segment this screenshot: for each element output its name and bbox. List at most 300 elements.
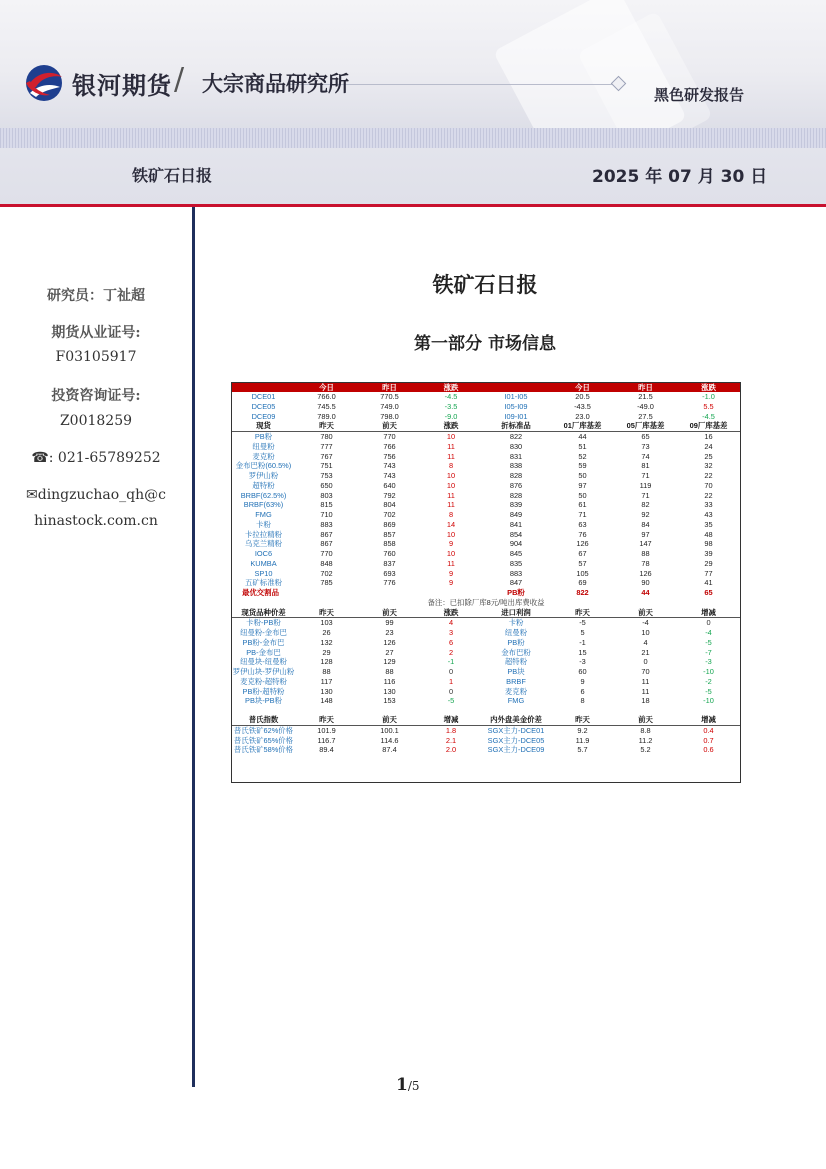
table-cell: PB粉	[507, 637, 525, 647]
table-cell: 昨天	[295, 608, 358, 618]
table-cell: 33	[704, 500, 713, 510]
table-cell: 11.9	[575, 735, 590, 745]
table-cell: -1.0	[702, 392, 715, 401]
galaxy-logo-icon	[24, 63, 64, 103]
table-cell: DCE09	[251, 411, 276, 421]
table-cell: 857	[383, 529, 396, 539]
table-cell: 50	[578, 490, 587, 500]
table-cell: 48	[704, 529, 713, 539]
table-row	[232, 471, 740, 481]
table-cell: 98	[704, 539, 713, 549]
table-cell: 增减	[677, 608, 740, 618]
table-cell: 纽曼粉	[252, 441, 275, 451]
spot-header-row	[232, 421, 740, 431]
table-cell: 153	[383, 696, 396, 706]
table-cell: 0.4	[703, 725, 714, 735]
table-cell: SGX主力-DCE01	[487, 725, 545, 735]
table-cell: 743	[383, 471, 396, 480]
table-cell: 76	[578, 529, 587, 539]
table-cell: 20.5	[575, 392, 590, 401]
table-row	[232, 628, 740, 638]
table-cell: 848	[320, 558, 333, 568]
table-cell: FMG	[255, 510, 272, 519]
table-cell: 23.0	[575, 411, 590, 421]
table-cell: 126	[383, 637, 396, 647]
table-cell: 749.0	[380, 401, 399, 411]
email-line-1[interactable]: ✉dingzuchao_qh@c	[26, 487, 166, 503]
table-cell: 710	[320, 510, 333, 519]
table-cell: -3	[579, 657, 586, 667]
table-cell: 70	[641, 667, 650, 676]
table-cell: 超特粉	[504, 657, 528, 667]
table-cell: 776	[383, 578, 396, 588]
table-cell: 5.5	[703, 401, 714, 411]
table-row	[232, 491, 740, 501]
table-cell: 纽曼块-纽曼粉	[240, 657, 287, 667]
brand-separator: /	[174, 62, 185, 97]
table-cell: 纽曼粉	[504, 628, 528, 637]
table-cell: 27	[385, 647, 394, 657]
table-cell: 869	[383, 519, 396, 529]
table-cell: 18	[641, 696, 650, 706]
table-cell: 100.1	[380, 725, 399, 735]
table-cell: 753	[320, 471, 333, 480]
table-cell: 11	[641, 686, 650, 696]
table-cell: 3	[448, 628, 454, 637]
table-row	[232, 412, 740, 422]
table-row	[232, 667, 740, 677]
table-cell: 770	[383, 432, 396, 441]
table-row	[232, 500, 740, 510]
table-cell: 0	[706, 618, 711, 628]
table-note-row	[232, 598, 740, 608]
table-row	[232, 481, 740, 491]
table-cell: 麦克粉-超特粉	[240, 676, 287, 686]
table-cell: KUMBA	[250, 558, 277, 568]
table-cell: 09厂库基差	[677, 421, 740, 431]
sidebar-divider	[192, 207, 195, 1087]
table-cell: 60	[578, 667, 587, 676]
table-cell: BRBF(62.5%)	[240, 490, 287, 500]
table-cell: 23	[385, 628, 394, 637]
table-cell: 44	[578, 432, 587, 441]
table-cell: 8	[448, 510, 454, 519]
page-number: 1/5	[396, 1075, 420, 1095]
table-cell: 2	[448, 647, 454, 657]
table-cell: 24	[704, 441, 713, 451]
table-cell: 61	[578, 500, 587, 510]
table-cell: 815	[320, 500, 333, 510]
table-cell: 10	[446, 432, 456, 441]
table-cell: 78	[641, 558, 650, 568]
table-cell: 867	[320, 529, 333, 539]
table-cell: 卡粉	[508, 618, 524, 628]
table-cell: 8	[448, 461, 454, 471]
table-cell: 22	[704, 490, 713, 500]
table-cell: 640	[383, 480, 396, 490]
table-cell: -43.5	[574, 401, 591, 411]
table-cell: 6	[580, 686, 585, 696]
table-cell: 88	[322, 667, 331, 676]
table-cell: 11	[447, 558, 455, 568]
phone-number: ☎: 021-65789252	[31, 450, 161, 466]
table-cell: 6	[448, 637, 454, 647]
table-cell: 昨天	[295, 715, 358, 725]
table-row	[232, 677, 740, 687]
table-cell: 0.7	[703, 735, 714, 745]
table-cell: 昨日	[358, 383, 421, 392]
table-cell: 841	[509, 519, 523, 529]
table-cell: 65	[704, 588, 713, 597]
table-cell: 828	[509, 490, 523, 500]
table-cell: 128	[320, 657, 333, 667]
table-cell: 84	[641, 519, 650, 529]
table-row	[232, 745, 740, 755]
table-cell: 99	[385, 618, 394, 628]
table-row	[232, 402, 740, 412]
table-row	[232, 539, 740, 549]
section-title: 第一部分 市场信息	[414, 334, 556, 354]
table-cell: 昨天	[551, 608, 614, 618]
table-cell: 11.2	[638, 735, 653, 745]
table-cell: PB粉	[507, 588, 525, 597]
header-stripes	[0, 128, 826, 148]
table-cell: 05厂库基差	[614, 421, 677, 431]
table-cell: 涨跌	[421, 608, 481, 618]
table-cell: 50	[578, 471, 587, 480]
table-cell: PB粉-金布巴	[242, 637, 285, 647]
table-cell: 770	[320, 549, 333, 558]
table-cell: 849	[509, 510, 523, 519]
table-cell: -49.0	[637, 401, 654, 411]
table-cell: 超特粉	[252, 480, 275, 490]
table-cell: 2.0	[445, 745, 457, 755]
table-cell: 25	[704, 451, 713, 461]
table-cell: 41	[704, 578, 713, 588]
table-cell: 101.9	[317, 725, 336, 735]
table-cell: PB块	[507, 667, 525, 676]
table-cell: 81	[641, 461, 650, 471]
table-cell: 0.6	[703, 745, 714, 755]
table-cell: 折标准品	[481, 421, 551, 431]
table-cell: FMG	[507, 696, 525, 706]
table-cell: 67	[578, 549, 587, 558]
table-cell: 789.0	[317, 411, 336, 421]
table-cell: 普氏铁矿62%价格	[233, 725, 294, 735]
table-cell: PB-金布巴	[246, 647, 281, 657]
table-cell: 10	[446, 529, 456, 539]
table-cell: 现货品种价差	[232, 608, 295, 618]
table-cell: 今日	[551, 383, 614, 392]
table-cell: 92	[641, 510, 650, 519]
table-cell: DCE01	[251, 392, 276, 401]
table-cell: 702	[383, 510, 396, 519]
table-cell: -4.5	[444, 392, 458, 401]
table-cell: 845	[509, 549, 523, 558]
table-cell: 59	[578, 461, 587, 471]
table-cell: 90	[641, 578, 650, 588]
table-cell: 纽曼粉-金布巴	[240, 628, 287, 637]
table-cell: 29	[322, 647, 331, 657]
table-cell: 52	[578, 451, 587, 461]
table-cell: 854	[509, 529, 523, 539]
table-row	[232, 687, 740, 697]
table-cell: -5	[579, 618, 586, 628]
table-cell: 822	[509, 432, 523, 441]
table-cell: 普氏指数	[232, 715, 295, 725]
table-row	[232, 432, 740, 442]
table-row	[232, 461, 740, 471]
table-row	[232, 530, 740, 540]
table-row	[232, 520, 740, 530]
table-spacer	[232, 706, 740, 715]
table-cell: -4.5	[702, 411, 715, 421]
table-cell: 767	[320, 451, 333, 461]
table-cell: BRBF(63%)	[243, 500, 284, 510]
table-cell: 88	[641, 549, 650, 558]
table-cell: 32	[704, 461, 713, 471]
table-cell: 29	[704, 558, 713, 568]
table-cell: 进口利润	[481, 608, 551, 618]
table-row	[232, 392, 740, 402]
table-row	[232, 657, 740, 667]
table-cell: 97	[578, 480, 587, 490]
table-cell: 119	[639, 480, 652, 490]
table-cell: 88	[385, 667, 394, 676]
table-cell: 9	[448, 578, 454, 588]
table-cell: 2.1	[445, 735, 457, 745]
table-cell: 21	[641, 647, 650, 657]
table-cell: 金布巴粉(60.5%)	[235, 461, 292, 471]
table-cell: 114.6	[380, 735, 399, 745]
table-cell: -3.5	[444, 401, 458, 411]
table-cell: 乌克兰精粉	[245, 539, 282, 549]
table-cell: 43	[704, 510, 713, 519]
table-cell: 745.5	[317, 401, 336, 411]
spread-header-row	[232, 608, 740, 618]
table-cell: 4	[448, 618, 454, 628]
table-cell: 麦克粉	[504, 686, 528, 696]
header-band	[0, 0, 826, 128]
table-cell: 麦克粉	[252, 451, 275, 461]
table-cell: 8	[580, 696, 585, 706]
table-cell: 9	[448, 568, 454, 578]
table-cell: 39	[704, 549, 713, 558]
table-cell: 增减	[677, 715, 740, 725]
table-cell: 780	[320, 432, 333, 441]
table-cell: IOC6	[254, 549, 273, 558]
table-row	[232, 549, 740, 559]
table-cell: PB粉	[254, 432, 273, 441]
table-cell: -7	[705, 647, 712, 657]
table-cell: 876	[509, 480, 523, 490]
table-cell: 22	[704, 471, 713, 480]
table-cell: 847	[509, 578, 523, 588]
table-cell: 11	[447, 500, 455, 510]
table-cell: I05-I09	[504, 401, 528, 411]
table-cell: 4	[643, 637, 648, 647]
table-cell: 839	[509, 500, 523, 510]
table-cell: -10	[703, 696, 714, 706]
report-date: 2025 年 07 月 30 日	[592, 167, 768, 187]
table-cell: 904	[509, 539, 523, 549]
researcher-name: 研究员：丁祉超	[47, 288, 145, 304]
table-cell: 650	[320, 480, 333, 490]
table-cell: 751	[320, 461, 333, 471]
futures-cert-number: F03105917	[55, 349, 137, 365]
table-row	[232, 510, 740, 520]
table-cell: 卡拉拉精粉	[245, 529, 282, 539]
table-cell: 5.7	[577, 745, 588, 755]
table-cell: 内外盘美金价差	[481, 715, 551, 725]
table-cell: 130	[320, 686, 333, 696]
table-cell: 35	[704, 519, 713, 529]
table-cell: 89.4	[319, 745, 334, 755]
table-cell: -1	[579, 637, 586, 647]
table-cell: 11	[641, 676, 650, 686]
table-cell: PB块-PB粉	[245, 696, 282, 706]
table-cell: 9.2	[577, 725, 588, 735]
table-cell: 97	[641, 529, 650, 539]
table-cell: 0	[448, 686, 454, 696]
table-cell: 11	[447, 490, 455, 500]
table-cell: PB粉-超特粉	[242, 686, 285, 696]
table-cell: 867	[320, 539, 333, 549]
table-cell: 0	[448, 667, 454, 676]
table-cell: 147	[639, 539, 652, 549]
table-cell: 10	[641, 628, 650, 637]
table-cell: 最优交割品	[242, 588, 279, 597]
table-cell: 116.7	[317, 735, 336, 745]
table-cell: 昨天	[551, 715, 614, 725]
best-delivery-row	[232, 588, 740, 598]
table-cell: 883	[509, 568, 523, 578]
table-cell: 10	[446, 549, 456, 558]
table-cell: 10	[446, 471, 456, 480]
page-title: 铁矿石日报	[432, 272, 538, 297]
table-cell	[232, 383, 295, 392]
table-cell: 63	[578, 519, 587, 529]
table-cell: 835	[509, 558, 523, 568]
table-cell: 77	[704, 568, 713, 578]
header-red-divider	[0, 204, 826, 207]
table-cell: 71	[641, 471, 650, 480]
table-cell: 71	[578, 510, 587, 519]
brand-name: 银河期货	[72, 72, 172, 100]
table-cell: 82	[641, 500, 650, 510]
table-cell: -5	[705, 637, 712, 647]
table-cell: 126	[639, 568, 652, 578]
table-row	[232, 559, 740, 569]
table-cell: 116	[383, 676, 396, 686]
table-cell: 766	[383, 441, 396, 451]
table-cell: 罗伊山块-罗伊山粉	[232, 667, 295, 676]
table-row	[232, 736, 740, 746]
table-cell: 普氏铁矿58%价格	[233, 745, 294, 755]
table-cell: 792	[383, 490, 396, 500]
table-cell: 前天	[358, 715, 421, 725]
table-cell: 798.0	[380, 411, 399, 421]
table-cell: 5.2	[640, 745, 651, 755]
table-cell: 858	[383, 539, 396, 549]
table-cell: 普氏铁矿65%价格	[233, 735, 294, 745]
report-name: 铁矿石日报	[132, 166, 213, 185]
table-cell: 831	[509, 451, 523, 461]
table-cell: 01厂库基差	[551, 421, 614, 431]
table-cell: 涨跌	[677, 383, 740, 392]
table-cell: 693	[383, 568, 396, 578]
table-cell: 10	[446, 480, 456, 490]
table-cell: 785	[320, 578, 333, 588]
table-cell: 73	[641, 441, 650, 451]
table-cell: 11	[447, 451, 455, 461]
table-cell: 71	[641, 490, 650, 500]
table-cell: 51	[578, 441, 587, 451]
table-row	[232, 638, 740, 648]
table-row	[232, 725, 740, 735]
table-cell: 前天	[358, 421, 421, 431]
table-cell: 卡粉	[256, 519, 271, 529]
table-cell: -9.0	[444, 411, 458, 421]
table-cell: 883	[320, 519, 333, 529]
table-cell: 830	[509, 441, 523, 451]
table-cell: 1	[448, 676, 454, 686]
table-cell: 103	[320, 618, 333, 628]
table-cell: 增减	[421, 715, 481, 725]
table-cell: -10	[703, 667, 714, 676]
table-cell: -1	[447, 657, 455, 667]
table-cell: -2	[705, 676, 712, 686]
table-cell: 涨跌	[421, 383, 481, 392]
futures-header-row	[232, 383, 740, 392]
table-row	[232, 452, 740, 462]
table-cell: 27.5	[638, 411, 653, 421]
table-cell: 129	[383, 657, 396, 667]
table-cell: BRBF	[506, 676, 526, 686]
table-row	[232, 696, 740, 706]
table-cell: 117	[320, 676, 333, 686]
table-cell: SGX主力-DCE05	[487, 735, 545, 745]
table-cell: 702	[320, 568, 333, 578]
table-cell: 15	[578, 647, 587, 657]
table-cell: 105	[576, 568, 589, 578]
table-cell: 0	[643, 657, 648, 667]
table-cell: 现货	[232, 421, 295, 431]
table-cell: 前天	[614, 608, 677, 618]
table-cell: 26	[322, 628, 331, 637]
table-cell: -4	[642, 618, 649, 628]
email-line-2[interactable]: hinastock.com.cn	[34, 513, 158, 529]
table-cell: 16	[704, 432, 713, 441]
table-cell: 743	[383, 461, 396, 471]
table-cell: DCE05	[251, 401, 276, 411]
table-cell: 69	[578, 578, 587, 588]
table-cell: 130	[383, 686, 396, 696]
table-cell: 803	[320, 490, 333, 500]
table-cell: 9	[448, 539, 454, 549]
table-cell: SGX主力-DCE09	[487, 745, 545, 755]
report-type: 黑色研发报告	[654, 86, 745, 104]
table-cell: 罗伊山粉	[248, 471, 279, 480]
table-cell: 65	[641, 432, 650, 441]
table-cell: SP10	[254, 568, 273, 578]
table-cell: 五矿标准粉	[245, 578, 282, 588]
table-cell: 838	[509, 461, 523, 471]
advisory-cert-label: 投资咨询证号:	[51, 388, 141, 404]
futures-cert-label: 期货从业证号:	[51, 325, 141, 341]
table-row	[232, 578, 740, 588]
table-cell: I09-I01	[504, 411, 528, 421]
